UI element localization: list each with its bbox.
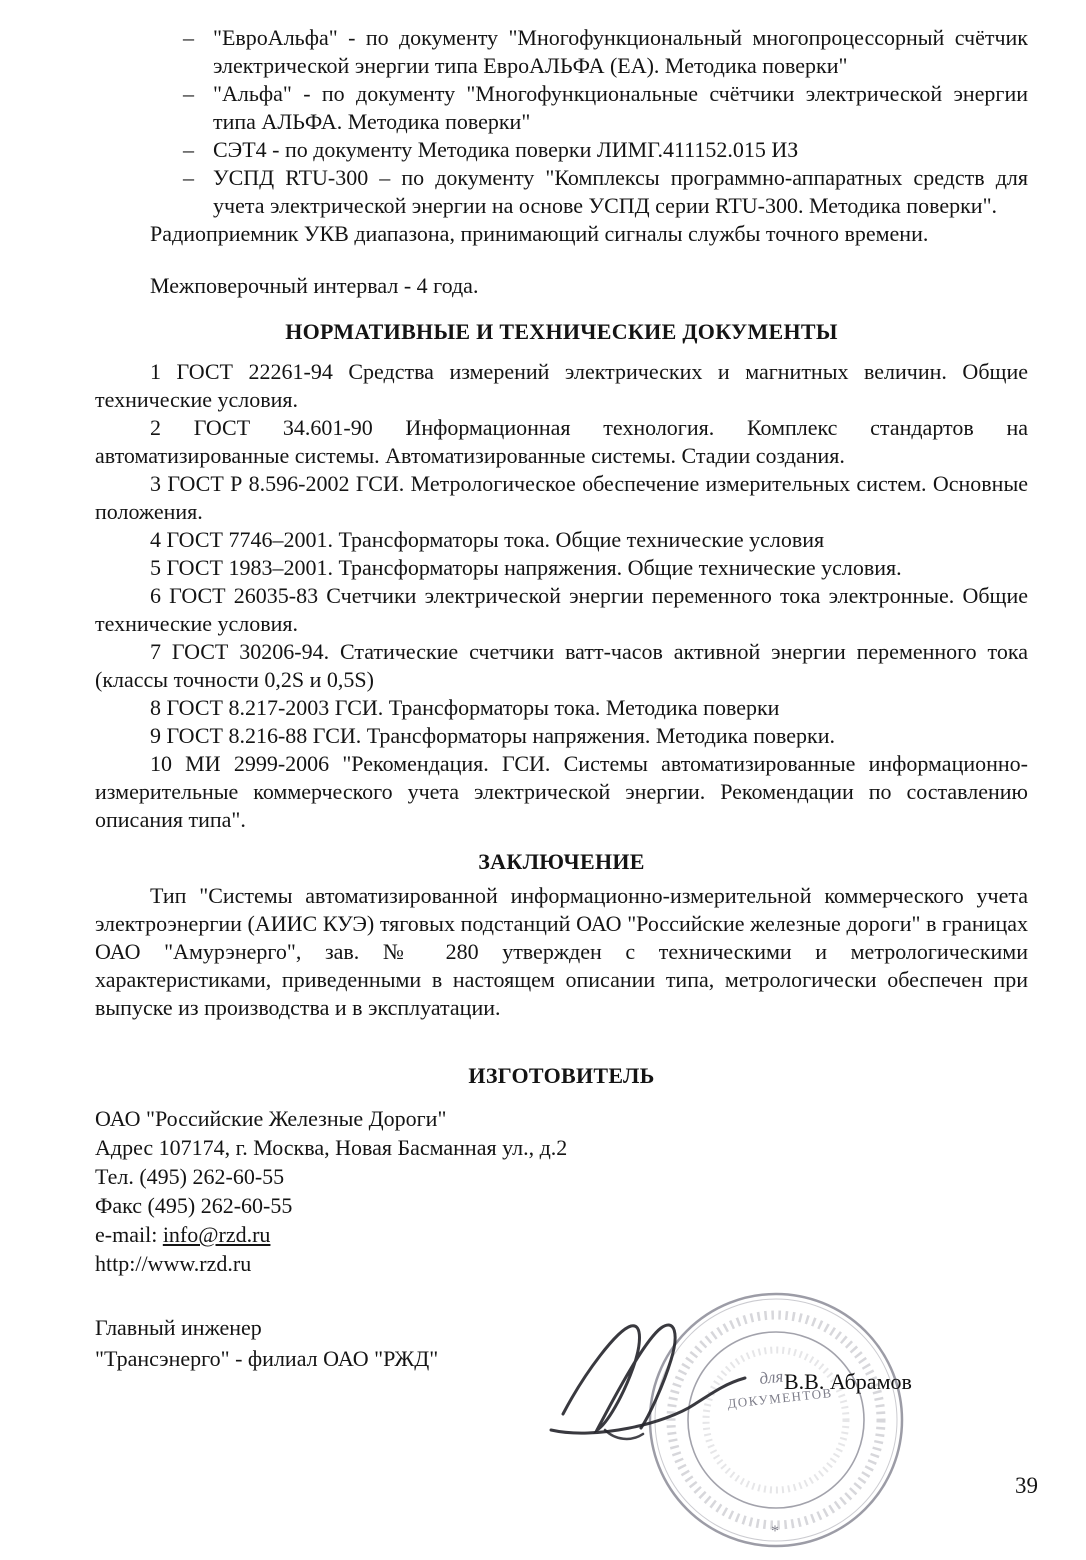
manufacturer-address: Адрес 107174, г. Москва, Новая Басманная ул., д.2	[95, 1135, 568, 1160]
dash-marker: –	[183, 137, 194, 162]
normative-item: 9 ГОСТ 8.216-88 ГСИ. Трансформаторы напряжения. Методика поверки.	[150, 723, 835, 748]
manufacturer-fax: Факс (495) 262-60-55	[95, 1193, 293, 1218]
approver-name: В.В. Абрамов	[784, 1369, 912, 1394]
list-item-text: "ЕвроАльфа" - по документу "Многофункциональный многопроцессорный счётчик электрической энергии типа ЕвроАЛЬФА (ЕА). Методика поверки"	[213, 25, 1028, 78]
page-number: 39	[1015, 1473, 1038, 1498]
calibration-interval-paragraph: Межповерочный интервал - 4 года.	[150, 273, 479, 298]
normative-item: 7 ГОСТ 30206-94. Статические счетчики ватт-часов активной энергии переменного тока (классы точности 0,2S и 0,5S)	[95, 639, 1028, 692]
normative-item: 4 ГОСТ 7746–2001. Трансформаторы тока. Общие технические условия	[150, 527, 825, 552]
normative-item: 5 ГОСТ 1983–2001. Трансформаторы напряжения. Общие технические условия.	[150, 555, 902, 580]
list-item-text: "Альфа" - по документу "Многофункциональные счётчики электрической энергии типа АЛЬФА. Методика поверки"	[213, 81, 1028, 134]
normative-item: 1 ГОСТ 22261-94 Средства измерений электрических и магнитных величин. Общие технические условия.	[95, 359, 1028, 412]
list-item-text: СЭТ4 - по документу Методика поверки ЛИМГ.411152.015 ИЗ	[213, 137, 799, 162]
manufacturer-company: ОАО "Российские Железные Дороги"	[95, 1106, 447, 1131]
list-item	[183, 24, 1028, 80]
email-label: e-mail:	[95, 1222, 163, 1247]
section-heading-normative-documents: НОРМАТИВНЫЕ И ТЕХНИЧЕСКИЕ ДОКУМЕНТЫ	[285, 319, 838, 344]
handwritten-signature	[545, 1312, 755, 1462]
conclusion-paragraph: Тип "Системы автоматизированной информационно-измерительной коммерческого учета электроэнергии (АИИС КУЭ) тяговых подстанций ОАО "Российские железные дороги" в границах ОАО "Амурэнерго", зав. № 280 утвержден с техническими и метрологическими характеристиками, приведенными в настоящем описании типа, метрологически обеспечен при выпуске из производства и в эксплуатации.	[95, 883, 1028, 1020]
signatory-position-line1: Главный инженер	[95, 1315, 262, 1340]
signatory-position-line2: "Трансэнерго" - филиал ОАО "РЖД"	[95, 1346, 439, 1371]
dash-marker: –	[183, 81, 194, 106]
email-address: info@rzd.ru	[162, 1222, 271, 1247]
stamp-ring-mark: *	[771, 1523, 779, 1540]
dash-marker: –	[183, 25, 194, 50]
stamp-text-line2: ДОКУМЕНТОВ	[726, 1385, 834, 1411]
manufacturer-email-line	[95, 1220, 1028, 1249]
normative-item: 2 ГОСТ 34.601-90 Информационная технология. Комплекс стандартов на автоматизированные системы. Автоматизированные системы. Стадии создания.	[95, 415, 1028, 468]
section-heading-conclusion: ЗАКЛЮЧЕНИЕ	[478, 849, 645, 874]
normative-item: 6 ГОСТ 26035-83 Счетчики электрической энергии переменного тока электронные. Общие технические условия.	[95, 583, 1028, 636]
normative-item: 8 ГОСТ 8.217-2003 ГСИ. Трансформаторы тока. Методика поверки	[150, 695, 780, 720]
dash-marker: –	[183, 165, 194, 190]
stamp-text-line1: для	[758, 1366, 785, 1388]
normative-item: 10 МИ 2999-2006 "Рекомендация. ГСИ. Системы автоматизированные информационно-измерительные коммерческого учета электрической энергии. Рекомендации по составлению описания типа".	[95, 751, 1028, 832]
verification-methods-list	[95, 24, 1028, 220]
list-item	[183, 136, 1028, 164]
list-item	[183, 80, 1028, 136]
normative-item: 3 ГОСТ Р 8.596-2002 ГСИ. Метрологическое обеспечение измерительных систем. Основные положения.	[95, 471, 1028, 524]
manufacturer-phone: Тел. (495) 262-60-55	[95, 1164, 285, 1189]
radio-receiver-paragraph: Радиоприемник УКВ диапазона, принимающий сигналы службы точного времени.	[150, 221, 929, 246]
list-item	[183, 164, 1028, 220]
list-item-text: УСПД RTU-300 – по документу "Комплексы программно-аппаратных средств для учета электрической энергии на основе УСПД серии RTU-300. Методика поверки".	[213, 165, 1028, 218]
manufacturer-website: http://www.rzd.ru	[95, 1251, 252, 1276]
section-heading-manufacturer: ИЗГОТОВИТЕЛЬ	[468, 1063, 655, 1088]
